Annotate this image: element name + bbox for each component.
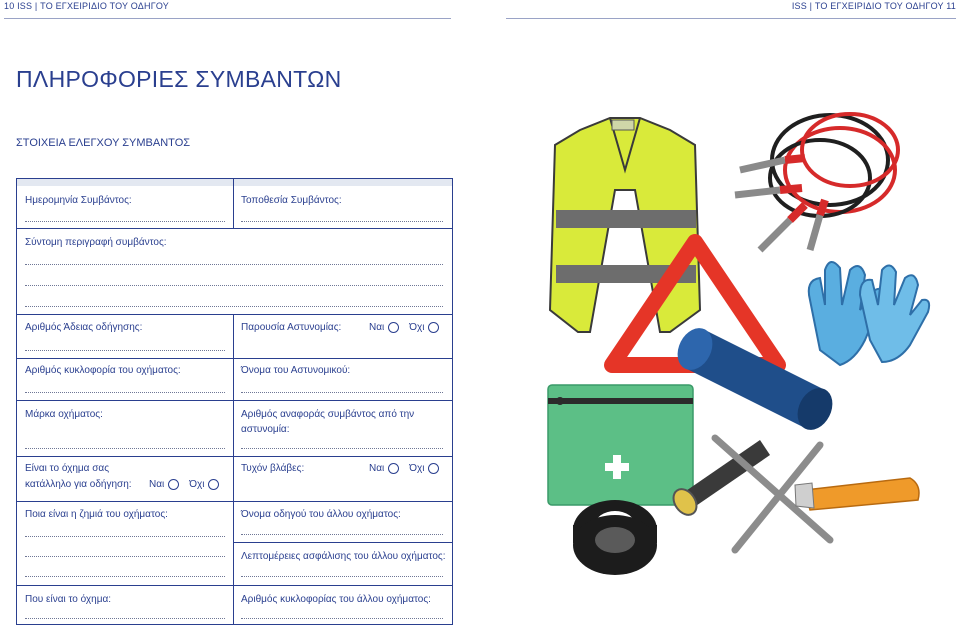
row-divider <box>17 228 452 229</box>
tape-roll-icon <box>573 500 657 575</box>
police-reference-field[interactable] <box>241 448 443 449</box>
description-line-3[interactable] <box>25 306 443 307</box>
roadworthy-no-label: Όχι <box>189 479 205 490</box>
license-number-label: Αριθμός Άδειας οδήγησης: <box>25 322 143 333</box>
other-driver-field[interactable] <box>241 534 443 535</box>
damages-yes-radio[interactable] <box>388 463 399 474</box>
emergency-kit-illustration <box>520 100 940 600</box>
police-yes-radio[interactable] <box>388 322 399 333</box>
police-reference-label-2: αστυνομία: <box>241 424 290 435</box>
vehicle-location-field[interactable] <box>25 618 225 619</box>
roadworthy-label-2: κατάλληλο για οδήγηση: <box>25 479 132 490</box>
form-top-band <box>17 178 452 186</box>
incident-location-field[interactable] <box>241 221 443 222</box>
incident-form <box>16 178 453 625</box>
header-divider-right <box>506 18 956 19</box>
damages-no-radio[interactable] <box>428 463 439 474</box>
roadworthy-options <box>149 478 219 492</box>
safety-vest-icon <box>550 118 700 332</box>
description-line-1[interactable] <box>25 264 443 265</box>
first-aid-kit-icon <box>548 385 693 505</box>
column-divider <box>233 178 234 228</box>
police-no-radio[interactable] <box>428 322 439 333</box>
row-divider <box>17 585 452 586</box>
row-divider <box>17 400 452 401</box>
page-header-left: 10 ISS | ΤΟ ΕΓΧΕΙΡΙΔΙΟ ΤΟΥ ΟΔΗΓΟΥ <box>4 1 169 11</box>
jumper-cables-icon <box>735 114 898 250</box>
row-divider <box>233 542 452 543</box>
other-registration-field[interactable] <box>241 618 443 619</box>
police-yes-label: Ναι <box>369 322 385 333</box>
roadworthy-label-1: Είναι το όχημα σας <box>25 463 110 474</box>
roadworthy-no-radio[interactable] <box>208 479 219 490</box>
other-insurance-field[interactable] <box>241 576 443 577</box>
description-line-2[interactable] <box>25 285 443 286</box>
section-subtitle: ΣΤΟΙΧΕΙΑ ΕΛΕΓΧΟΥ ΣΥΜΒΑΝΤΟΣ <box>16 137 191 149</box>
incident-date-field[interactable] <box>25 221 225 222</box>
incident-date-label: Ημερομηνία Συμβάντος: <box>25 195 132 206</box>
registration-field[interactable] <box>25 392 225 393</box>
row-divider <box>17 314 452 315</box>
police-presence-label: Παρουσία Αστυνομίας: <box>241 322 342 333</box>
roadworthy-yes-radio[interactable] <box>168 479 179 490</box>
damages-options <box>369 462 439 476</box>
vehicle-make-field[interactable] <box>25 448 225 449</box>
damages-label: Τυχόν βλάβες: <box>241 463 305 474</box>
other-driver-label: Όνομα οδηγού του άλλου οχήματος: <box>241 509 401 520</box>
row-divider <box>17 358 452 359</box>
vehicle-make-label: Μάρκα οχήματος: <box>25 409 103 420</box>
incident-location-label: Τοποθεσία Συμβάντος: <box>241 195 342 206</box>
police-presence-options <box>369 321 439 335</box>
other-insurance-label: Λεπτομέρειες ασφάλισης του άλλου οχήματος: <box>241 551 446 562</box>
header-divider-left <box>4 18 451 19</box>
description-label: Σύντομη περιγραφή συμβάντος: <box>25 237 167 248</box>
police-reference-label-1: Αριθμός αναφοράς συμβάντος από την <box>241 409 415 420</box>
officer-name-field[interactable] <box>241 392 443 393</box>
damage-description-line-3[interactable] <box>25 576 225 577</box>
damages-yes-label: Ναι <box>369 463 385 474</box>
damage-description-line-2[interactable] <box>25 556 225 557</box>
damage-description-line-1[interactable] <box>25 536 225 537</box>
vehicle-location-label: Που είναι το όχημα: <box>25 594 112 605</box>
police-no-label: Όχι <box>409 322 425 333</box>
page-header-right: ISS | ΤΟ ΕΓΧΕΙΡΙΔΙΟ ΤΟΥ ΟΔΗΓΟΥ 11 <box>791 1 956 11</box>
utility-knife-icon <box>795 478 919 510</box>
damage-description-label: Ποια είναι η ζημιά του οχήματος: <box>25 509 168 520</box>
damages-no-label: Όχι <box>409 463 425 474</box>
column-divider <box>233 314 234 625</box>
registration-label: Αριθμός κυκλοφορία του οχήματος: <box>25 365 181 376</box>
row-divider <box>17 456 452 457</box>
page-title: ΠΛΗΡΟΦΟΡΙΕΣ ΣΥΜΒΑΝΤΩΝ <box>16 66 342 92</box>
other-registration-label: Αριθμός κυκλοφορίας του άλλου οχήματος: <box>241 594 431 605</box>
row-divider <box>17 501 452 502</box>
license-number-field[interactable] <box>25 350 225 351</box>
gloves-icon <box>809 262 929 365</box>
roadworthy-yes-label: Ναι <box>149 479 165 490</box>
officer-name-label: Όνομα του Αστυνομικού: <box>241 365 351 376</box>
